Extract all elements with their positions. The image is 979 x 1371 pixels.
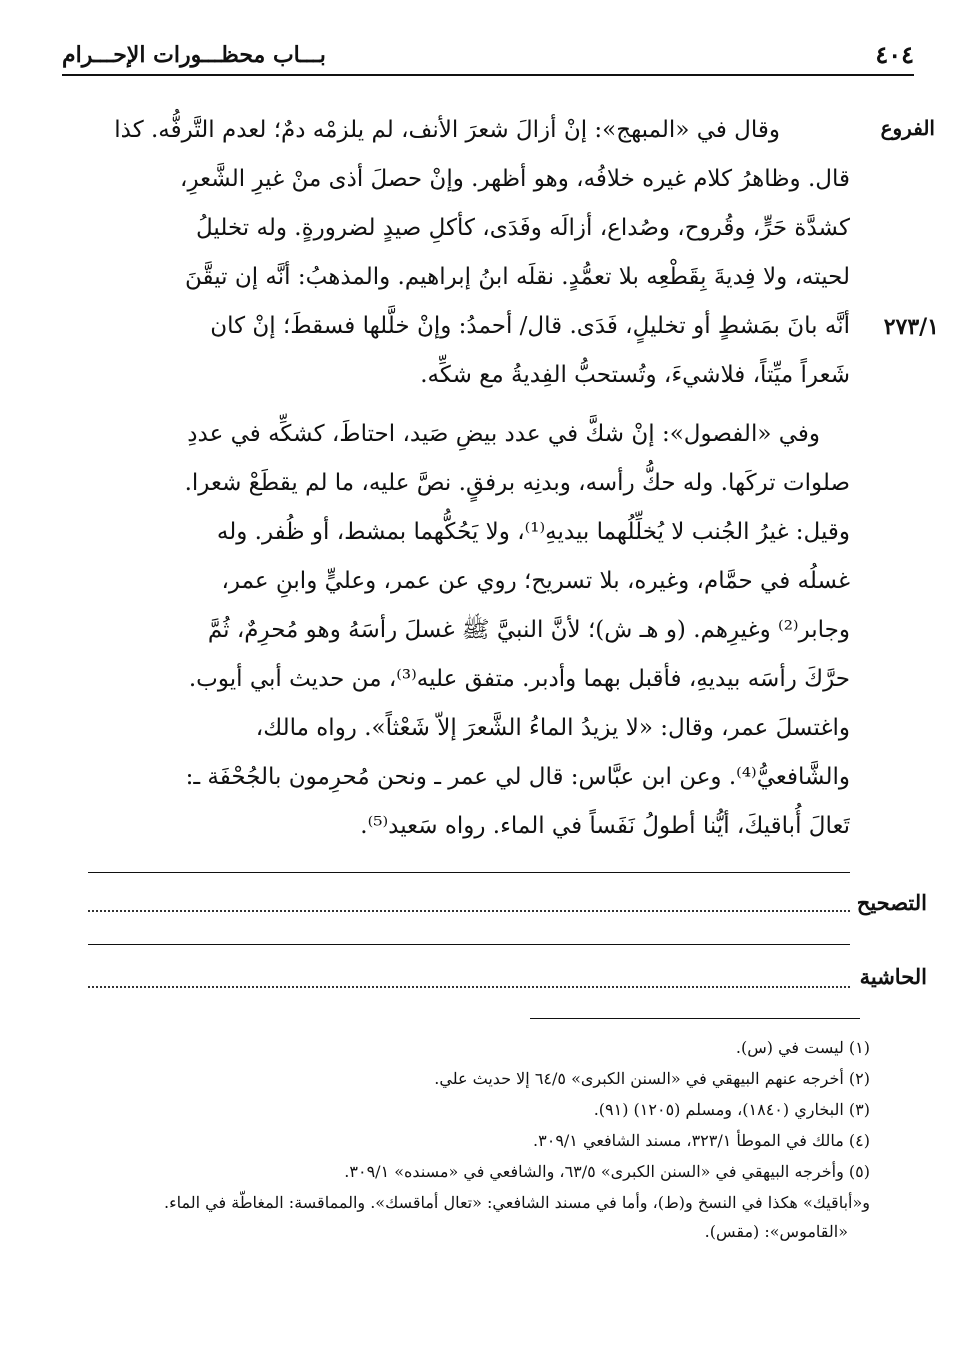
text-line: غسلُه في حمَّام، وغيره، بلا تسريح؛ روي عن عمر، وعليٍّ وابنِ عمر، bbox=[221, 568, 850, 594]
text-line: شَعراً ميِّتاً، فلاشيءَ، وتُستحبُّ الفِديةُ مع شكِّه. bbox=[420, 362, 850, 388]
page-number: ٤٠٤ bbox=[875, 40, 914, 69]
footnote: (٢) أخرجه عنهم البيهقي في «السنن الكبرى» ٦٤/٥ إلا حديث علي. bbox=[434, 1069, 870, 1088]
margin-section-label: الفروع bbox=[880, 116, 935, 140]
footnotes bbox=[80, 1032, 870, 1245]
text-line: قال. وظاهرُ كلام غيره خلافُه، وهو أظهر. وإنْ حصلَ أذى منْ غيرِ الشَّعرِ، bbox=[180, 166, 850, 192]
paragraph-2 bbox=[80, 410, 850, 851]
text-line: حرَّكَ رأسَه بيديهِ، فأقبل بهما وأدبر. متفق عليه⁽³⁾، من حديث أبي أيوب. bbox=[188, 666, 850, 692]
running-title: بـــاب محظـــورات الإحـــرام bbox=[62, 42, 326, 68]
text-line: أنَّه بانَ بمَشطٍ أو تخليلٍ، فَدَى. قال/ أحمدُ: وإنْ خلَّلها فسقطَ؛ إنْ كان bbox=[210, 313, 850, 339]
footnote: (٤) مالك في الموطأ ٣٢٣/١، مسند الشافعي ٣٠٩/١. bbox=[533, 1131, 870, 1150]
footnote: (٥) وأخرجه البيهقي في «السنن الكبرى» ٦٣/٥، والشافعي في «مسنده» ٣٠٩/١. bbox=[344, 1162, 870, 1181]
footnote: و«أباقيك» هكذا في النسخ و(ط)، وأما في مسند الشافعي: «تعال أماقسك». والمماقسة: المغاطّة في الماء. bbox=[164, 1193, 870, 1212]
text-line: وفي «الفصول»: إنْ شكَّ في عدد بيضِ صَيد، احتاطَ، كشكِّه في عددِ bbox=[187, 421, 820, 447]
margin-volume-reference: ٢٧٣/١ bbox=[883, 314, 939, 340]
annotation-dotted-line bbox=[88, 986, 850, 988]
text-line: وجابر⁽²⁾ وغيرِهم. (و هـ ش)؛ لأنَّ النبيَّ ﷺ غسلَ رأسَهُ وهو مُحرِمٌ، ثُمَّ bbox=[207, 617, 850, 643]
paragraph-1 bbox=[80, 106, 850, 400]
text-line: وقال في «المبهج»: إنْ أزالَ شعرَ الأنف، لم يلزمْه دمٌ؛ لعدم التَّرفُّه. كذا bbox=[114, 117, 780, 143]
text-line: تَعالَ أُباقيكَ، أيُّنا أطولُ نَفَساً في الماء. رواه سَعيد⁽⁵⁾. bbox=[360, 813, 850, 839]
footnote-separator bbox=[530, 1018, 860, 1019]
text-line: كشدَّة حَرٍّ، وقُروح، وصُداع، أزالَه وفَدَى، كأكلِ صيدٍ لضرورةٍ. وله تخليلُ bbox=[195, 215, 850, 241]
footnote: (٣) البخاري (١٨٤٠)، ومسلم (١٢٠٥) (٩١). bbox=[593, 1100, 870, 1119]
annotation-label: الحاشية bbox=[859, 964, 927, 989]
text-line: وقيل: غيرُ الجُنب لا يُخلِّلُهما بيديهِ⁽¹⁾، ولا يَحُكُّهما بمشط، أو ظُفر. وله bbox=[216, 519, 850, 545]
correction-dotted-line bbox=[88, 910, 850, 912]
footnote: (١) ليست في (س). bbox=[735, 1038, 870, 1057]
text-line: صلوات تركَها. وله حكُّ رأسه، وبدنِه برفقٍ. نصَّ عليه، ما لم يقطَعْ شعرا. bbox=[184, 470, 850, 496]
section-divider bbox=[88, 872, 850, 873]
text-line: لحيته، ولا فِديةَ بِقَطْعِه بلا تعمُّدٍ. نقلَه ابنُ إبراهيم. والمذهبُ: أنَّه إن تيقَّنَ bbox=[185, 264, 850, 290]
correction-label: التصحيح bbox=[856, 890, 927, 915]
section-divider bbox=[88, 944, 850, 945]
text-line: واغتسلَ عمر، وقال: «لا يزيدُ الماءُ الشَّعرَ إلاّ شَعْثاً». رواه مالك، bbox=[255, 715, 850, 741]
footnote: «القاموس»: (مقس). bbox=[704, 1222, 848, 1241]
text-line: والشَّافعيُّ⁽⁴⁾. وعن ابن عبَّاس: قال لي عمر ـ ونحن مُحرِمون بالجُحْفَة ـ: bbox=[185, 764, 850, 790]
page-header bbox=[62, 38, 914, 76]
